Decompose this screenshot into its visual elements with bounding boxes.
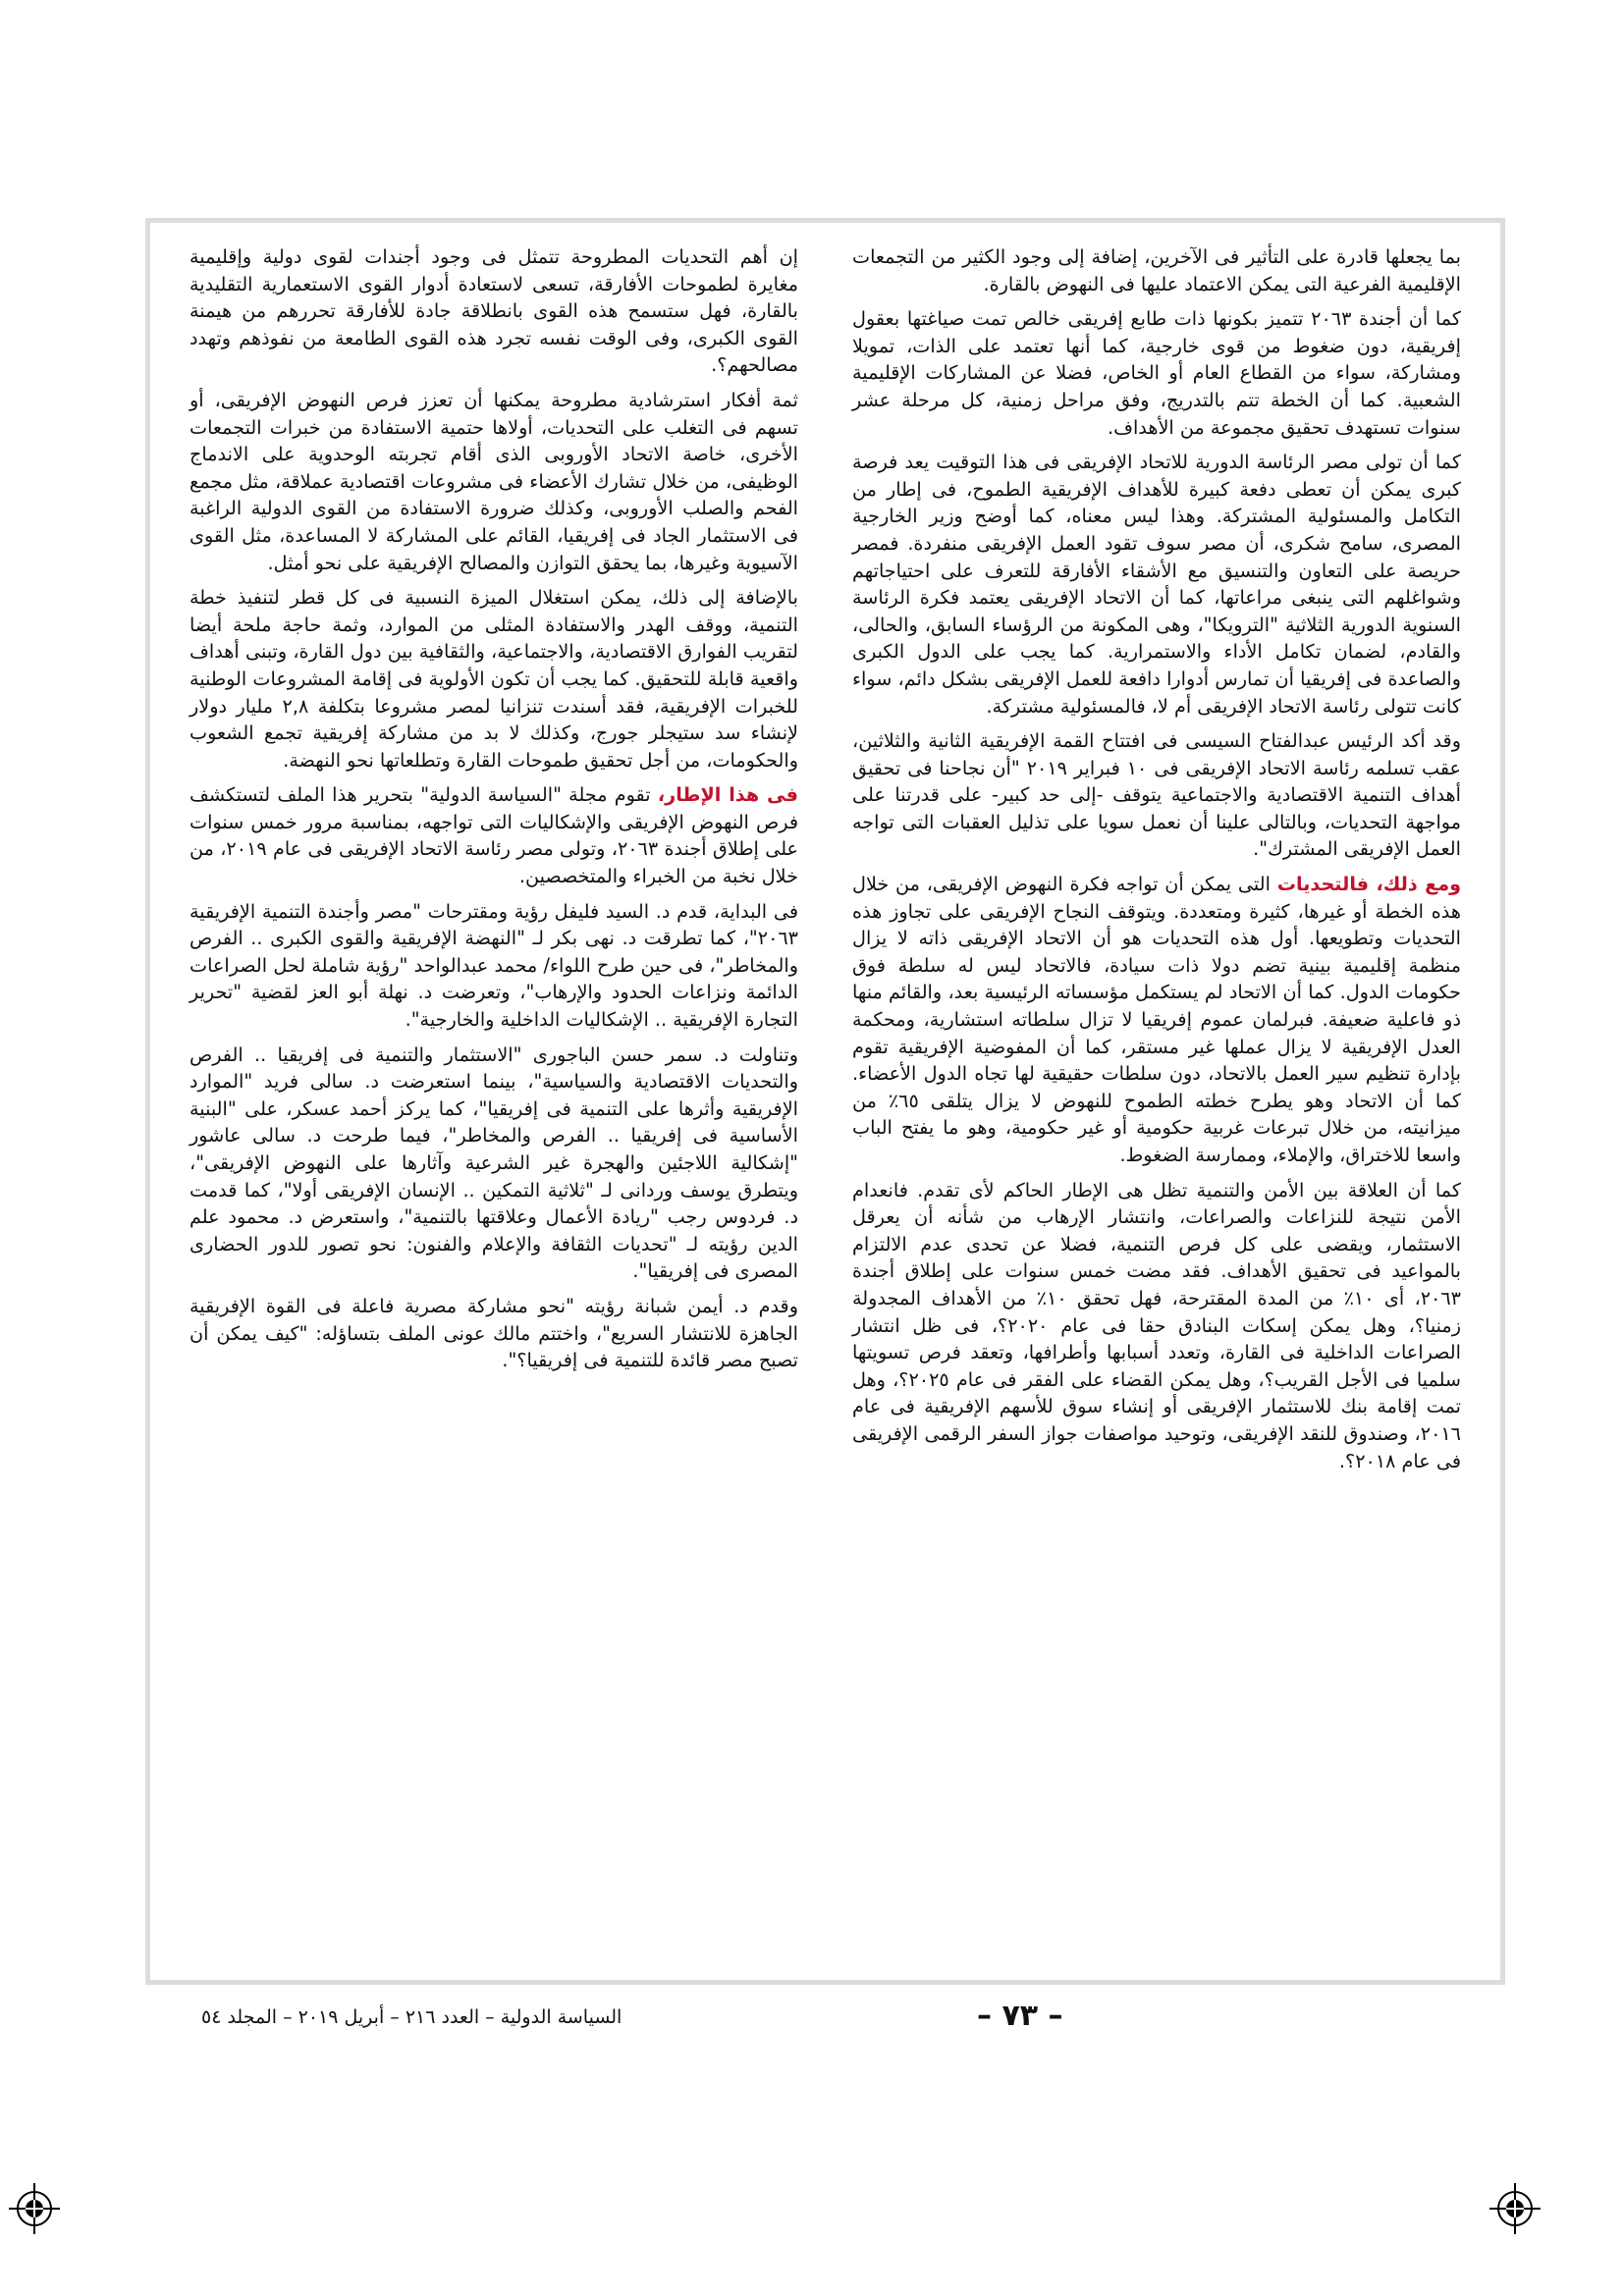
registration-mark-icon (9, 2183, 60, 2234)
paragraph-lead: فى هذا الإطار، (657, 783, 798, 807)
page-number: – ٧٣ – (977, 1999, 1063, 2033)
paragraph (852, 871, 1461, 1169)
paragraph: وقدم د. أيمن شبانة رؤيته "نحو مشاركة مصرية فاعلة فى القوة الإفريقية الجاهزة للانتشار السريع"، واختتم مالك عونى الملف بتساؤله: "كيف يمكن أن تصبح مصر قائدة للتنمية فى إفريقيا؟". (189, 1294, 798, 1372)
page-footer (201, 1999, 1330, 2048)
paragraph: وتناولت د. سمر حسن الباجورى "الاستثمار والتنمية فى إفريقيا .. الفرص والتحديات الاقتصادية والسياسية"، بينما استعرضت د. سالى فريد "الموارد الإفريقية وأثرها على التنمية فى إفريقيا"، كما يركز أحمد عسكر، على "البنية الأساسية فى إفريقيا .. الفرص والمخاطر"، فيما طرحت د. سالى عاشور "إشكالية اللاجئين والهجرة غير الشرعية وآثارها على النهوض الإفريقى"، ويتطرق يوسف وردانى لـ "ثلاثية التمكين .. الإنسان الإفريقى أولا"، كما قدمت د. فردوس رجب "ريادة الأعمال وعلاقتها بالتنمية"، واستعرض د. محمود علم الدين رؤيته لـ "تحديات الثقافة والإعلام والفنون: نحو تصور للدور الحضارى المصرى فى إفريقيا". (189, 1042, 798, 1283)
paragraph-lead: ومع ذلك، فالتحديات (1276, 873, 1461, 896)
left-column (189, 243, 798, 1382)
paragraph: بالإضافة إلى ذلك، يمكن استغلال الميزة النسبية فى كل قطر لتنفيذ خطة التنمية، ووقف الهدر والاستفادة المثلى من الموارد، وثمة حاجة ملحة أيضا لتقريب الفوارق الاقتصادية، والاجتماعية، والثقافية بين دول القارة، وتبنى أهداف واقعية قابلة للتحقيق. كما يجب أن تكون الأولوية فى إقامة المشروعات الوطنية للخبرات الإفريقية، فقد أسندت تنزانيا لمصر مشروعا بتكلفة ٢,٨ مليار دولار لإنشاء سد ستيجلر جورج، وكذلك لا بد من مشاركة إفريقية تجمع الشعوب والحكومات، من أجل تحقيق طموحات القارة وتطلعاتها نحو النهضة. (189, 586, 798, 772)
paragraph: كما أن تولى مصر الرئاسة الدورية للاتحاد الإفريقى فى هذا التوقيت يعد فرصة كبرى يمكن أن تعطى دفعة كبيرة للأهداف الإفريقية الطموح، فى إطار من التكامل والمسئولية المشتركة. وهذا ليس معناه، كما أوضح وزير الخارجية المصرى، سامح شكرى، أن مصر سوف تقود العمل الإفريقى منفردة. فمصر حريصة على التعاون والتنسيق مع الأشقاء الأفارقة للتعرف على احتياجاتهم وشواغلهم التى ينبغى مراعاتها، كما أن الاتحاد الإفريقى يعتمد فكرة الرئاسة السنوية الدورية الثلاثية "الترويكا"، وهى المكونة من الرؤساء السابق، والحالى، والقادم، لضمان تكامل الأداء والاستمرارية. كما يجب على الدول الكبرى والصاعدة فى إفريقيا أن تمارس أدوارا دافعة للعمل الإفريقى بشكل دائم، سواء كانت تتولى رئاسة الاتحاد الإفريقى أم لا، فالمسئولية مشتركة. (852, 451, 1461, 718)
registration-mark-icon (1489, 2183, 1541, 2234)
paragraph: إن أهم التحديات المطروحة تتمثل فى وجود أجندات لقوى دولية وإقليمية مغايرة لطموحات الأفارقة، تسعى لاستعادة أدوار القوى الاستعمارية التقليدية بالقارة، فهل ستسمح هذه القوى بانطلاقة جادة للأفارقة تحررهم من هيمنة القوى الكبرى، وفى الوقت نفسه تجرد هذه القوى الطامعة من نفوذهم وتهدد مصالحهم؟. (189, 245, 798, 377)
paragraph: ثمة أفكار استرشادية مطروحة يمكنها أن تعزز فرص النهوض الإفريقى، أو تسهم فى التغلب على التحديات، أولاها حتمية الاستفادة من خبرات التجمعات الأخرى، خاصة الاتحاد الأوروبى الذى أقام تجربته الوحدوية على الاندماج الوظيفى، من خلال تشارك الأعضاء فى مشروعات اقتصادية عملاقة، مثل مجمع الفحم والصلب الأوروبى، وكذلك ضرورة الاستفادة من القوى الدولية الراغبة فى الاستثمار الجاد فى إفريقيا، القائم على المشاركة لا المساعدة، مثل القوى الآسيوية وغيرها، بما يحقق التوازن والمصالح الإفريقية على نحو أمثل. (189, 388, 798, 574)
paragraph: فى البداية، قدم د. السيد فليفل رؤية ومقترحات "مصر وأجندة التنمية الإفريقية ٢٠٦٣"، كما تطرقت د. نهى بكر لـ "النهضة الإفريقية والقوى الكبرى .. الفرص والمخاطر"، فى حين طرح اللواء/ محمد عبدالواحد "رؤية شاملة لحل الصراعات الدائمة ونزاعات الحدود والإرهاب"، وتعرضت د. نهلة أبو العز لقضية "تحرير التجارة الإفريقية .. الإشكاليات الداخلية والخارجية". (189, 899, 798, 1032)
paragraph-body: التى يمكن أن تواجه فكرة النهوض الإفريقى، من خلال هذه الخطة أو غيرها، كثيرة ومتعددة. ويتوقف النجاح الإفريقى على تجاوز هذه التحديات وتطويعها. أول هذه التحديات هو أن الاتحاد الإفريقى ذاته لا يزال منظمة إقليمية بينية تضم دولا ذات سيادة، فالاتحاد ليس له سلطة فوق حكومات الدول. كما أن الاتحاد لم يستكمل مؤسساته الرئيسية بعد، والقائم منها ذو فاعلية ضعيفة. فبرلمان عموم إفريقيا لا تزال سلطاته استشارية، ومحكمة العدل الإفريقية لا يزال عملها غير مستقر، كما أن المفوضية الإفريقية تقوم بإدارة تنظيم سير العمل بالاتحاد، دون سلطات حقيقية لها تجاه الدول الأعضاء. كما أن الاتحاد وهو يطرح خطته الطموح للنهوض لا يزال يتلقى ٦٥٪ من ميزانيته، من خلال تبرعات غربية حكومية أو غير حكومية، وهو ما يفتح الباب واسعا للاختراق، والإملاء، وممارسة الضغوط. (852, 873, 1461, 1166)
paragraph (189, 781, 798, 889)
paragraph: وقد أكد الرئيس عبدالفتاح السيسى فى افتتاح القمة الإفريقية الثانية والثلاثين، عقب تسلمه رئاسة الاتحاد الإفريقى فى ١٠ فبراير ٢٠١٩ "أن نجاحنا فى تحقيق أهداف التنمية الاقتصادية والاجتماعية يتوقف -إلى حد كبير- على قدرتنا على مواجهة التحديات، وبالتالى علينا أن نعمل سويا على تذليل العقبات التى تواجه العمل الإفريقى المشترك". (852, 729, 1461, 861)
journal-info: السياسة الدولية – العدد ٢١٦ – أبريل ٢٠١٩ – المجلد ٥٤ (201, 2006, 622, 2028)
paragraph: كما أن العلاقة بين الأمن والتنمية تظل هى الإطار الحاكم لأى تقدم. فانعدام الأمن نتيجة للنزاعات والصراعات، وانتشار الإرهاب من شأنه أن يعرقل الاستثمار، ويقضى على كل فرص التنمية، فضلا عن تحدى عدم الالتزام بالمواعيد فى تحقيق الأهداف. فقد مضت خمس سنوات على إطلاق أجندة ٢٠٦٣، أى ١٠٪ من المدة المقترحة، فهل تحقق ١٠٪ من الأهداف المجدولة زمنيا؟، وهل يمكن إسكات البنادق حقا فى عام ٢٠٢٠؟، فى ظل انتشار الصراعات الداخلية فى القارة، وتعدد أسبابها وأطرافها، وتعقد فرص تسويتها سلميا فى الأجل القريب؟، وهل يمكن القضاء على الفقر فى عام ٢٠٢٥؟، وهل تمت إقامة بنك للاستثمار الإفريقى أو إنشاء سوق للأسهم الإفريقية فى عام ٢٠١٦، وصندوق للنقد الإفريقى، وتوحيد مواصفات جواز السفر الرقمى الإفريقى فى عام ٢٠١٨؟. (852, 1178, 1461, 1472)
paragraph: بما يجعلها قادرة على التأثير فى الآخرين، إضافة إلى وجود الكثير من التجمعات الإقليمية الفرعية التى يمكن الاعتماد عليها فى النهوض بالقارة. (852, 245, 1461, 295)
paragraph: كما أن أجندة ٢٠٦٣ تتميز بكونها ذات طابع إفريقى خالص تمت صياغتها بعقول إفريقية، دون ضغوط من قوى خارجية، كما أنها تعتمد على الذات، تمويلا ومشاركة، سواء من القطاع العام أو الخاص، فضلا عن المشاركات الإقليمية الشعبية. كما أن الخطة تتم بالتدريج، وفق مراحل زمنية، كل مرحلة عشر سنوات تستهدف تحقيق مجموعة من الأهداف. (852, 307, 1461, 439)
right-column (852, 243, 1461, 1482)
paragraph-body: تقوم مجلة "السياسة الدولية" بتحرير هذا الملف لتستكشف فرص النهوض الإفريقى والإشكاليات التى تواجهه، بمناسبة مرور خمس سنوات على إطلاق أجندة ٢٠٦٣، وتولى مصر رئاسة الاتحاد الإفريقى فى عام ٢٠١٩، من خلال نخبة من الخبراء والمتخصصين. (189, 783, 798, 888)
